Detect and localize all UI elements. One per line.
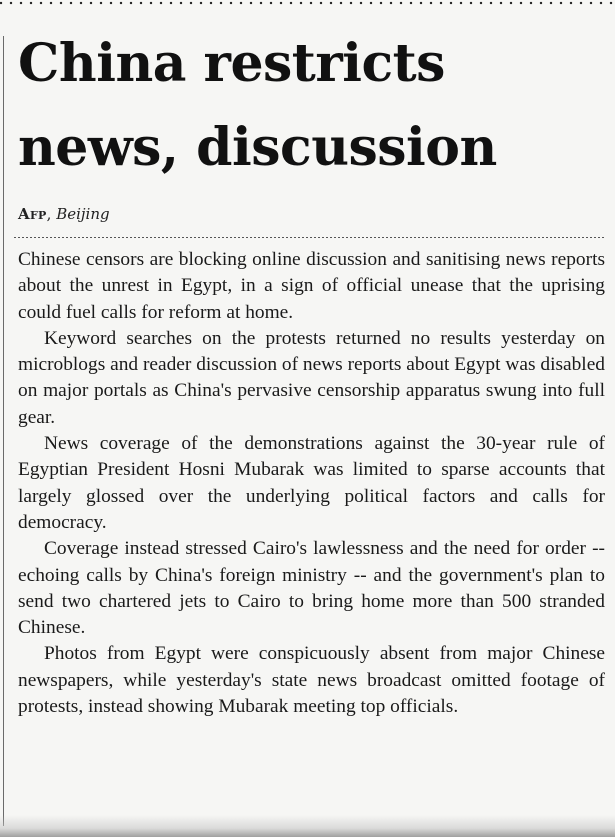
byline bbox=[18, 204, 110, 224]
paragraph-4: Coverage instead stressed Cairo's lawlessness and the need for order -- echoing calls by China's foreign ministry -- and the government's plan to send two chartered jets to Cairo to bring home more than 500 stranded Chinese. bbox=[18, 538, 605, 639]
paragraph-1: Chinese censors are blocking online discussion and sanitising news reports about the unrest in Egypt, in a sign of official unease that the uprising could fuel calls for reform at home. bbox=[18, 249, 605, 323]
column-rule bbox=[3, 36, 4, 826]
headline-line-1: China restricts bbox=[18, 33, 445, 94]
byline-separator: , bbox=[46, 205, 52, 223]
byline-agency: Afp bbox=[18, 205, 47, 223]
byline-divider bbox=[14, 237, 604, 238]
headline bbox=[18, 22, 608, 190]
headline-line-2: news, discussion bbox=[18, 117, 497, 178]
paragraph-5: Photos from Egypt were conspicuously absent from major Chinese newspapers, while yesterday's state news broadcast omitted footage of protests, instead showing Mubarak meeting top officials. bbox=[18, 643, 605, 718]
paragraph-2: Keyword searches on the protests returned no results yesterday on microblogs and reader discussion of news reports about Egypt was disabled on major portals as China's pervasive censorship apparatus swung into full gear. bbox=[18, 327, 605, 428]
paragraph-3: News coverage of the demonstrations against the 30-year rule of Egyptian President Hosni Mubarak was limited to sparse accounts that largely glossed over the underlying political factors and calls for democracy. bbox=[18, 433, 605, 533]
article-body bbox=[18, 247, 605, 720]
byline-place: Beijing bbox=[56, 205, 110, 223]
page-edge-shadow bbox=[0, 815, 615, 837]
top-dotted-border bbox=[0, 0, 615, 6]
